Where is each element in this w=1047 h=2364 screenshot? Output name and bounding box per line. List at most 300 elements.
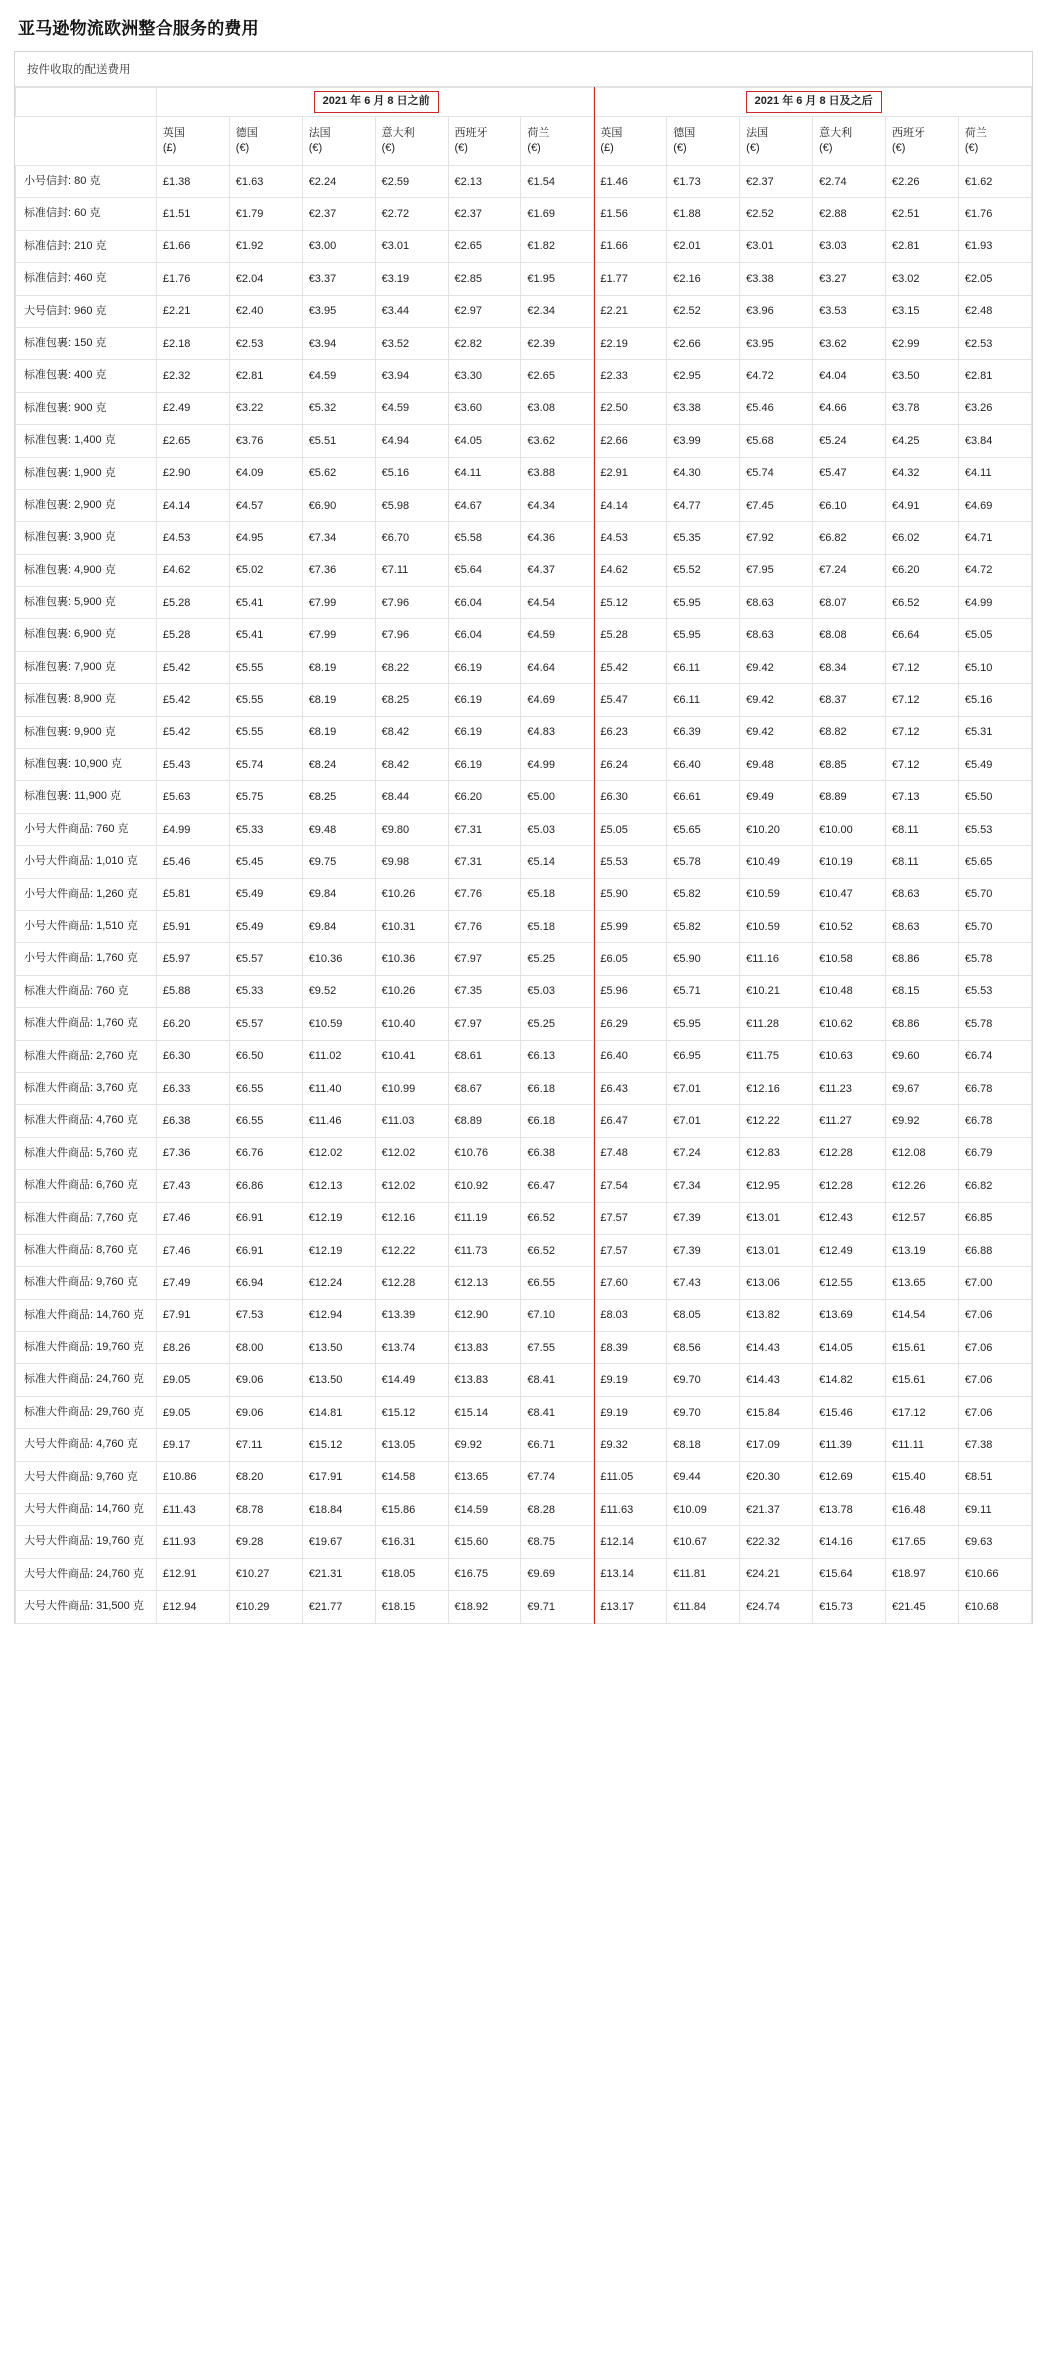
fee-cell: £7.57 bbox=[594, 1202, 667, 1234]
fee-cell: €8.89 bbox=[813, 781, 886, 813]
table-row bbox=[16, 651, 1032, 683]
fee-cell: €11.23 bbox=[813, 1072, 886, 1104]
row-label: 标准包裹: 11,900 克 bbox=[16, 781, 157, 813]
fee-cell: €5.24 bbox=[813, 425, 886, 457]
fee-cell: €1.93 bbox=[958, 230, 1031, 262]
fee-cell: €3.99 bbox=[667, 425, 740, 457]
fee-cell: €7.12 bbox=[885, 749, 958, 781]
fee-cell: €6.52 bbox=[521, 1202, 594, 1234]
fee-cell: €21.77 bbox=[302, 1591, 375, 1623]
fee-cell: €6.38 bbox=[521, 1137, 594, 1169]
fee-cell: €4.64 bbox=[521, 651, 594, 683]
fee-cell: €10.31 bbox=[375, 910, 448, 942]
fee-cell: €5.53 bbox=[958, 975, 1031, 1007]
fee-cell: €2.74 bbox=[813, 166, 886, 198]
group-header-row bbox=[16, 88, 1032, 117]
fee-cell: £2.66 bbox=[594, 425, 667, 457]
fee-cell: €7.76 bbox=[448, 878, 521, 910]
column-header-country: 法国 bbox=[308, 127, 331, 140]
fee-cell: £6.29 bbox=[594, 1008, 667, 1040]
column-header-currency: (€) bbox=[454, 142, 468, 154]
fee-cell: €11.81 bbox=[667, 1558, 740, 1590]
fee-cell: €7.96 bbox=[375, 619, 448, 651]
fee-cell: €8.41 bbox=[521, 1364, 594, 1396]
fee-cell: €5.55 bbox=[229, 716, 302, 748]
fee-cell: €5.18 bbox=[521, 878, 594, 910]
row-label: 标准包裹: 2,900 克 bbox=[16, 489, 157, 521]
fee-cell: €5.65 bbox=[667, 813, 740, 845]
fee-cell: £6.30 bbox=[156, 1040, 229, 1072]
fee-cell: £11.63 bbox=[594, 1494, 667, 1526]
fee-cell: €9.84 bbox=[302, 910, 375, 942]
row-label: 标准大件商品: 24,760 克 bbox=[16, 1364, 157, 1396]
fee-cell: €6.64 bbox=[885, 619, 958, 651]
fee-cell: €3.95 bbox=[740, 327, 813, 359]
fee-cell: €7.74 bbox=[521, 1461, 594, 1493]
row-label: 标准包裹: 5,900 克 bbox=[16, 587, 157, 619]
fee-cell: €8.11 bbox=[885, 813, 958, 845]
fee-cell: €7.06 bbox=[958, 1396, 1031, 1428]
fee-cell: €2.88 bbox=[813, 198, 886, 230]
column-header bbox=[594, 117, 667, 166]
fee-cell: £1.77 bbox=[594, 263, 667, 295]
fee-cell: €7.01 bbox=[667, 1072, 740, 1104]
fee-cell: €3.52 bbox=[375, 327, 448, 359]
fee-cell: £1.38 bbox=[156, 166, 229, 198]
table-row bbox=[16, 554, 1032, 586]
fee-cell: £4.99 bbox=[156, 813, 229, 845]
fee-cell: €2.85 bbox=[448, 263, 521, 295]
fee-cell: €15.12 bbox=[302, 1429, 375, 1461]
fee-cell: €7.43 bbox=[667, 1267, 740, 1299]
fee-cell: €14.81 bbox=[302, 1396, 375, 1428]
fee-cell: €5.95 bbox=[667, 587, 740, 619]
fee-cell: €7.36 bbox=[302, 554, 375, 586]
fee-cell: €10.26 bbox=[375, 975, 448, 1007]
fee-cell: €10.09 bbox=[667, 1494, 740, 1526]
fee-cell: €6.76 bbox=[229, 1137, 302, 1169]
fee-cell: €18.84 bbox=[302, 1494, 375, 1526]
fee-cell: €5.47 bbox=[813, 457, 886, 489]
fee-cell: £5.28 bbox=[594, 619, 667, 651]
fee-cell: £2.33 bbox=[594, 360, 667, 392]
fee-cell: €5.02 bbox=[229, 554, 302, 586]
fee-cell: €11.75 bbox=[740, 1040, 813, 1072]
fee-cell: €9.70 bbox=[667, 1364, 740, 1396]
fee-cell: €10.99 bbox=[375, 1072, 448, 1104]
column-header-country: 法国 bbox=[746, 127, 769, 140]
fee-cell: €7.39 bbox=[667, 1234, 740, 1266]
fee-cell: €10.47 bbox=[813, 878, 886, 910]
fee-cell: €2.65 bbox=[521, 360, 594, 392]
fee-cell: €6.95 bbox=[667, 1040, 740, 1072]
fee-cell: €12.57 bbox=[885, 1202, 958, 1234]
fee-cell: €5.68 bbox=[740, 425, 813, 457]
fee-cell: €11.16 bbox=[740, 943, 813, 975]
fee-cell: £12.14 bbox=[594, 1526, 667, 1558]
fee-cell: €6.19 bbox=[448, 684, 521, 716]
fee-cell: €1.62 bbox=[958, 166, 1031, 198]
fee-cell: €7.38 bbox=[958, 1429, 1031, 1461]
fee-cell: £7.49 bbox=[156, 1267, 229, 1299]
fee-cell: €10.76 bbox=[448, 1137, 521, 1169]
row-label: 大号大件商品: 24,760 克 bbox=[16, 1558, 157, 1590]
fee-cell: €15.61 bbox=[885, 1364, 958, 1396]
fee-cell: €8.44 bbox=[375, 781, 448, 813]
fee-cell: €5.33 bbox=[229, 813, 302, 845]
table-row bbox=[16, 1526, 1032, 1558]
table-row bbox=[16, 1040, 1032, 1072]
row-label: 大号大件商品: 9,760 克 bbox=[16, 1461, 157, 1493]
fee-cell: €5.75 bbox=[229, 781, 302, 813]
page-title: 亚马逊物流欧洲整合服务的费用 bbox=[18, 19, 259, 38]
fee-cell: €17.91 bbox=[302, 1461, 375, 1493]
row-label: 标准大件商品: 2,760 克 bbox=[16, 1040, 157, 1072]
fee-cell: €8.63 bbox=[740, 587, 813, 619]
fee-cell: €7.01 bbox=[667, 1105, 740, 1137]
fee-cell: £5.63 bbox=[156, 781, 229, 813]
fee-cell: €10.48 bbox=[813, 975, 886, 1007]
fee-cell: €9.44 bbox=[667, 1461, 740, 1493]
fee-cell: £5.97 bbox=[156, 943, 229, 975]
fee-cell: €5.55 bbox=[229, 651, 302, 683]
fee-cell: €9.52 bbox=[302, 975, 375, 1007]
fee-cell: €4.99 bbox=[958, 587, 1031, 619]
fee-cell: €15.73 bbox=[813, 1591, 886, 1623]
fee-cell: €12.28 bbox=[375, 1267, 448, 1299]
fee-cell: €3.62 bbox=[813, 327, 886, 359]
fee-cell: £2.32 bbox=[156, 360, 229, 392]
column-header-currency: (€) bbox=[819, 142, 833, 154]
fee-cell: €3.26 bbox=[958, 392, 1031, 424]
fee-cell: £7.54 bbox=[594, 1170, 667, 1202]
fee-cell: €10.59 bbox=[740, 878, 813, 910]
table-row bbox=[16, 1234, 1032, 1266]
row-label: 标准大件商品: 9,760 克 bbox=[16, 1267, 157, 1299]
fee-cell: €11.84 bbox=[667, 1591, 740, 1623]
fee-cell: €7.24 bbox=[667, 1137, 740, 1169]
fee-cell: €12.28 bbox=[813, 1170, 886, 1202]
fee-cell: €13.65 bbox=[885, 1267, 958, 1299]
fee-cell: €5.82 bbox=[667, 878, 740, 910]
fee-cell: €8.37 bbox=[813, 684, 886, 716]
fee-cell: €13.01 bbox=[740, 1202, 813, 1234]
fee-cell: €16.75 bbox=[448, 1558, 521, 1590]
fee-cell: £6.05 bbox=[594, 943, 667, 975]
fee-cell: €8.89 bbox=[448, 1105, 521, 1137]
fee-cell: €8.75 bbox=[521, 1526, 594, 1558]
fee-cell: €4.69 bbox=[958, 489, 1031, 521]
fee-cell: €15.14 bbox=[448, 1396, 521, 1428]
table-row bbox=[16, 1461, 1032, 1493]
table-row bbox=[16, 1299, 1032, 1331]
fee-cell: £9.05 bbox=[156, 1364, 229, 1396]
fee-cell: €5.57 bbox=[229, 1008, 302, 1040]
fee-cell: €3.15 bbox=[885, 295, 958, 327]
fee-cell: €5.74 bbox=[229, 749, 302, 781]
fee-cell: €6.70 bbox=[375, 522, 448, 554]
fee-cell: €13.82 bbox=[740, 1299, 813, 1331]
fee-cell: €7.06 bbox=[958, 1364, 1031, 1396]
fee-cell: €2.53 bbox=[229, 327, 302, 359]
fee-cell: £5.42 bbox=[594, 651, 667, 683]
fee-cell: €4.72 bbox=[740, 360, 813, 392]
table-row bbox=[16, 360, 1032, 392]
fee-cell: €7.31 bbox=[448, 846, 521, 878]
fee-cell: €1.88 bbox=[667, 198, 740, 230]
fee-cell: €9.71 bbox=[521, 1591, 594, 1623]
column-header-country: 德国 bbox=[673, 127, 696, 140]
column-header-currency: (€) bbox=[746, 142, 760, 154]
fee-cell: €4.71 bbox=[958, 522, 1031, 554]
fee-cell: £1.51 bbox=[156, 198, 229, 230]
fee-cell: €5.70 bbox=[958, 878, 1031, 910]
fee-cell: €5.03 bbox=[521, 975, 594, 1007]
fee-cell: €1.95 bbox=[521, 263, 594, 295]
fee-cell: €7.76 bbox=[448, 910, 521, 942]
fee-cell: €2.59 bbox=[375, 166, 448, 198]
fee-cell: €8.00 bbox=[229, 1332, 302, 1364]
fee-cell: €6.13 bbox=[521, 1040, 594, 1072]
fee-cell: €18.15 bbox=[375, 1591, 448, 1623]
row-label: 标准包裹: 3,900 克 bbox=[16, 522, 157, 554]
row-label: 标准包裹: 1,900 克 bbox=[16, 457, 157, 489]
fee-cell: €12.02 bbox=[375, 1137, 448, 1169]
fee-cell: €12.90 bbox=[448, 1299, 521, 1331]
fee-cell: €5.33 bbox=[229, 975, 302, 1007]
fee-cell: £9.05 bbox=[156, 1396, 229, 1428]
fee-cell: €5.00 bbox=[521, 781, 594, 813]
row-label: 大号信封: 960 克 bbox=[16, 295, 157, 327]
fee-cell: €7.24 bbox=[813, 554, 886, 586]
fee-cell: €6.47 bbox=[521, 1170, 594, 1202]
fee-cell: £9.32 bbox=[594, 1429, 667, 1461]
fee-cell: €1.79 bbox=[229, 198, 302, 230]
row-label: 标准信封: 210 克 bbox=[16, 230, 157, 262]
fee-cell: €5.71 bbox=[667, 975, 740, 1007]
fee-cell: £5.81 bbox=[156, 878, 229, 910]
table-row bbox=[16, 457, 1032, 489]
fee-cell: €8.07 bbox=[813, 587, 886, 619]
fee-cell: £4.62 bbox=[594, 554, 667, 586]
fee-cell: €2.81 bbox=[885, 230, 958, 262]
fee-cell: £6.43 bbox=[594, 1072, 667, 1104]
table-row bbox=[16, 1332, 1032, 1364]
row-label: 标准包裹: 10,900 克 bbox=[16, 749, 157, 781]
fee-cell: €11.39 bbox=[813, 1429, 886, 1461]
fee-cell: €7.31 bbox=[448, 813, 521, 845]
fee-cell: €6.55 bbox=[521, 1267, 594, 1299]
fee-cell: €2.82 bbox=[448, 327, 521, 359]
fee-cell: €22.32 bbox=[740, 1526, 813, 1558]
column-header bbox=[813, 117, 886, 166]
fee-cell: €2.39 bbox=[521, 327, 594, 359]
fee-cell: €2.24 bbox=[302, 166, 375, 198]
fee-cell: €8.22 bbox=[375, 651, 448, 683]
row-label: 小号大件商品: 760 克 bbox=[16, 813, 157, 845]
fee-cell: €19.67 bbox=[302, 1526, 375, 1558]
fee-cell: €4.32 bbox=[885, 457, 958, 489]
column-header bbox=[302, 117, 375, 166]
fee-cell: £5.42 bbox=[156, 684, 229, 716]
row-label: 标准包裹: 8,900 克 bbox=[16, 684, 157, 716]
table-row bbox=[16, 943, 1032, 975]
row-label: 标准大件商品: 8,760 克 bbox=[16, 1234, 157, 1266]
fee-cell: £5.42 bbox=[156, 716, 229, 748]
fee-cell: £6.30 bbox=[594, 781, 667, 813]
fee-cell: €10.41 bbox=[375, 1040, 448, 1072]
row-label: 大号大件商品: 4,760 克 bbox=[16, 1429, 157, 1461]
fee-cell: €7.11 bbox=[375, 554, 448, 586]
column-header-country: 意大利 bbox=[381, 127, 415, 140]
fee-cell: €3.50 bbox=[885, 360, 958, 392]
fee-cell: €5.78 bbox=[958, 943, 1031, 975]
fee-cell: €10.52 bbox=[813, 910, 886, 942]
fee-cell: €14.58 bbox=[375, 1461, 448, 1493]
fee-cell: €12.95 bbox=[740, 1170, 813, 1202]
fee-cell: €5.95 bbox=[667, 1008, 740, 1040]
fee-cell: €11.27 bbox=[813, 1105, 886, 1137]
fee-cell: £2.21 bbox=[594, 295, 667, 327]
fee-cell: €12.16 bbox=[375, 1202, 448, 1234]
fee-cell: €9.63 bbox=[958, 1526, 1031, 1558]
fee-cell: €4.95 bbox=[229, 522, 302, 554]
fee-cell: €12.26 bbox=[885, 1170, 958, 1202]
fee-cell: £9.17 bbox=[156, 1429, 229, 1461]
fee-cell: £1.66 bbox=[594, 230, 667, 262]
fee-cell: €5.65 bbox=[958, 846, 1031, 878]
fee-cell: €3.60 bbox=[448, 392, 521, 424]
fee-cell: €8.41 bbox=[521, 1396, 594, 1428]
fee-cell: €7.99 bbox=[302, 619, 375, 651]
fee-cell: €13.05 bbox=[375, 1429, 448, 1461]
fee-cell: €12.13 bbox=[448, 1267, 521, 1299]
fee-cell: €4.77 bbox=[667, 489, 740, 521]
fee-cell: £6.23 bbox=[594, 716, 667, 748]
fee-cell: €3.44 bbox=[375, 295, 448, 327]
column-header bbox=[885, 117, 958, 166]
fee-cell: €2.40 bbox=[229, 295, 302, 327]
fee-cell: €9.69 bbox=[521, 1558, 594, 1590]
fee-cell: €7.55 bbox=[521, 1332, 594, 1364]
fee-cell: €7.12 bbox=[885, 651, 958, 683]
fee-cell: €7.12 bbox=[885, 716, 958, 748]
fee-cell: £2.21 bbox=[156, 295, 229, 327]
fee-cell: £10.86 bbox=[156, 1461, 229, 1493]
fee-cell: €2.34 bbox=[521, 295, 594, 327]
fee-cell: €6.04 bbox=[448, 619, 521, 651]
fee-cell: €9.48 bbox=[302, 813, 375, 845]
fee-cell: €3.37 bbox=[302, 263, 375, 295]
fee-cell: €5.49 bbox=[229, 878, 302, 910]
column-header-currency: (€) bbox=[964, 142, 979, 154]
fee-cell: €6.18 bbox=[521, 1105, 594, 1137]
fee-cell: £6.38 bbox=[156, 1105, 229, 1137]
fee-cell: €5.49 bbox=[229, 910, 302, 942]
fee-cell: €4.59 bbox=[375, 392, 448, 424]
group-header-after bbox=[594, 88, 1032, 117]
fee-cell: €4.36 bbox=[521, 522, 594, 554]
group-header-before bbox=[156, 88, 593, 117]
fee-cell: €6.52 bbox=[521, 1234, 594, 1266]
column-header-blank bbox=[16, 117, 157, 166]
fee-cell: €1.92 bbox=[229, 230, 302, 262]
fee-cell: €6.39 bbox=[667, 716, 740, 748]
fee-cell: €14.54 bbox=[885, 1299, 958, 1331]
table-row bbox=[16, 587, 1032, 619]
table-row bbox=[16, 1364, 1032, 1396]
fee-cell: €4.69 bbox=[521, 684, 594, 716]
fee-cell: €8.78 bbox=[229, 1494, 302, 1526]
fee-cell: €7.97 bbox=[448, 943, 521, 975]
fee-cell: €5.31 bbox=[958, 716, 1031, 748]
fee-cell: €8.63 bbox=[885, 910, 958, 942]
table-row bbox=[16, 781, 1032, 813]
fee-cell: £9.19 bbox=[594, 1396, 667, 1428]
fee-cell: €1.76 bbox=[958, 198, 1031, 230]
table-row bbox=[16, 263, 1032, 295]
fee-cell: €12.94 bbox=[302, 1299, 375, 1331]
fee-cell: €10.67 bbox=[667, 1526, 740, 1558]
fee-cell: €4.34 bbox=[521, 489, 594, 521]
fee-cell: €2.26 bbox=[885, 166, 958, 198]
row-label: 大号大件商品: 14,760 克 bbox=[16, 1494, 157, 1526]
fee-cell: €9.06 bbox=[229, 1364, 302, 1396]
fee-cell: €18.05 bbox=[375, 1558, 448, 1590]
fee-cell: €3.03 bbox=[813, 230, 886, 262]
fee-cell: €10.92 bbox=[448, 1170, 521, 1202]
fee-cell: €24.21 bbox=[740, 1558, 813, 1590]
fee-cell: £7.60 bbox=[594, 1267, 667, 1299]
fee-cell: £5.28 bbox=[156, 619, 229, 651]
row-label: 标准包裹: 4,900 克 bbox=[16, 554, 157, 586]
fee-cell: €8.05 bbox=[667, 1299, 740, 1331]
fee-cell: €5.35 bbox=[667, 522, 740, 554]
fee-cell: €5.58 bbox=[448, 522, 521, 554]
fee-cell: €2.13 bbox=[448, 166, 521, 198]
fee-cell: £13.17 bbox=[594, 1591, 667, 1623]
table-row bbox=[16, 295, 1032, 327]
fee-cell: €17.65 bbox=[885, 1526, 958, 1558]
fee-cell: €2.01 bbox=[667, 230, 740, 262]
row-label: 大号大件商品: 31,500 克 bbox=[16, 1591, 157, 1623]
fee-cell: £6.47 bbox=[594, 1105, 667, 1137]
fee-cell: €8.61 bbox=[448, 1040, 521, 1072]
fee-cell: €2.99 bbox=[885, 327, 958, 359]
column-header-country: 德国 bbox=[235, 127, 258, 140]
fee-cell: £5.91 bbox=[156, 910, 229, 942]
column-header bbox=[521, 117, 594, 166]
fee-cell: €4.11 bbox=[448, 457, 521, 489]
fee-cell: €12.16 bbox=[740, 1072, 813, 1104]
column-header-currency: (€) bbox=[308, 142, 323, 154]
fee-cell: €2.51 bbox=[885, 198, 958, 230]
fee-cell: €14.49 bbox=[375, 1364, 448, 1396]
fee-cell: €8.19 bbox=[302, 716, 375, 748]
column-header-currency: (€) bbox=[381, 142, 396, 154]
fee-cell: £7.91 bbox=[156, 1299, 229, 1331]
fee-cell: €10.19 bbox=[813, 846, 886, 878]
fee-cell: €5.03 bbox=[521, 813, 594, 845]
column-header-country: 西班牙 bbox=[454, 127, 488, 140]
column-header bbox=[448, 117, 521, 166]
fee-cell: £2.49 bbox=[156, 392, 229, 424]
fee-panel bbox=[14, 51, 1033, 1624]
fee-cell: €7.53 bbox=[229, 1299, 302, 1331]
fee-cell: €13.83 bbox=[448, 1332, 521, 1364]
fee-cell: £5.12 bbox=[594, 587, 667, 619]
fee-cell: €6.79 bbox=[958, 1137, 1031, 1169]
